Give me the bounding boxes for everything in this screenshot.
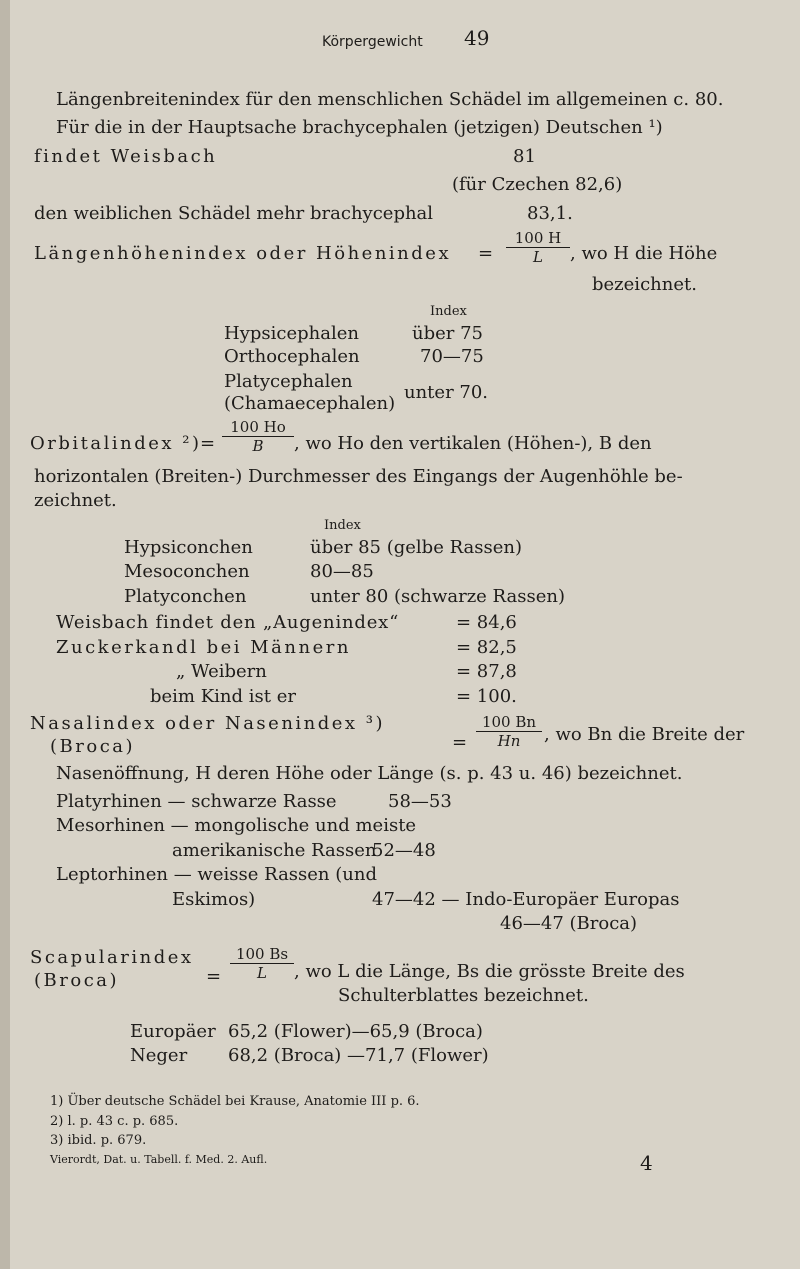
finding-value: = 82,5 — [456, 637, 517, 658]
index-value: unter 80 (schwarze Rassen) — [310, 586, 565, 607]
signature-mark: 4 — [640, 1151, 653, 1175]
index-name: Platyrhinen — schwarze Rasse — [56, 791, 337, 812]
text-line: horizontalen (Breiten-) Durchmesser des Eingangs der Augenhöhle be- — [34, 466, 683, 487]
equals-sign: = — [206, 966, 222, 987]
finding-text: „ Weibern — [176, 661, 267, 682]
text-line: Längenbreitenindex für den menschlichen Schädel im allgemeinen c. 80. — [56, 89, 724, 110]
imprint: Vierordt, Dat. u. Tabell. f. Med. 2. Aufl. — [50, 1153, 268, 1166]
formula-label: Nasalindex oder Nasenindex ³) — [30, 713, 386, 734]
formula-label: (Broca) — [50, 736, 136, 757]
text-line: bezeichnet. — [592, 274, 697, 295]
index-name: Leptorhinen — weisse Rassen (und — [56, 864, 377, 885]
footnote: 1) Über deutsche Schädel bei Krause, Anatomie III p. 6. — [50, 1094, 420, 1109]
fraction — [230, 945, 294, 982]
equals-sign: = — [478, 243, 494, 264]
text-line: Nasenöffnung, H deren Höhe oder Länge (s. p. 43 u. 46) bezeichnet. — [56, 763, 683, 784]
running-header: Körpergewicht — [322, 34, 423, 50]
index-name: Platyconchen — [124, 586, 247, 607]
fraction-numerator: 100 Bs — [230, 945, 294, 964]
index-value: über 75 — [412, 323, 483, 344]
index-name: (Chamaecephalen) — [224, 393, 396, 414]
index-value: 58—53 — [388, 791, 452, 812]
index-name: amerikanische Rassen — [172, 840, 377, 861]
index-name: Europäer — [130, 1021, 216, 1042]
formula-label: (Broca) — [34, 970, 120, 991]
finding-text: Weisbach findet den „Augenindex“ — [56, 612, 400, 633]
finding-value: = 84,6 — [456, 612, 517, 633]
index-value: unter 70. — [404, 382, 489, 403]
index-value: 52—48 — [372, 840, 436, 861]
index-value: 46—47 (Broca) — [500, 913, 638, 934]
index-value: 65,2 (Flower)—65,9 (Broca) — [228, 1021, 483, 1042]
index-name: Mesorhinen — mongolische und meiste — [56, 815, 417, 836]
text-line: , wo H die Höhe — [570, 243, 718, 264]
index-heading: Index — [324, 518, 361, 533]
text-line: den weiblichen Schädel mehr brachycephal — [34, 203, 434, 224]
fraction — [506, 229, 570, 266]
text-line: , wo Bn die Breite der — [544, 724, 745, 745]
value: 83,1. — [527, 203, 573, 224]
finding-text: Zuckerkandl bei Männern — [56, 637, 351, 658]
index-name: Hypsiconchen — [124, 537, 253, 558]
footnote: 3) ibid. p. 679. — [50, 1133, 147, 1148]
index-value: über 85 (gelbe Rassen) — [310, 537, 523, 558]
text-line: , wo L die Länge, Bs die grösste Breite des — [294, 961, 685, 982]
fraction — [476, 713, 542, 750]
finding-value: = 100. — [456, 686, 517, 707]
value: 81 — [513, 146, 536, 167]
index-heading: Index — [430, 304, 467, 319]
fraction — [222, 418, 294, 455]
text-line: (für Czechen 82,6) — [452, 174, 623, 195]
text-line: zeichnet. — [34, 490, 117, 511]
finding-value: = 87,8 — [456, 661, 517, 682]
footnote: 2) l. p. 43 c. p. 685. — [50, 1114, 179, 1129]
formula-label: Scapularindex — [30, 947, 194, 968]
page-number: 49 — [464, 26, 490, 50]
text-line: Für die in der Hauptsache brachycephalen (jetzigen) Deutschen ¹) — [56, 117, 663, 138]
finding-text: beim Kind ist er — [150, 686, 296, 707]
text-line: findet Weisbach — [34, 146, 218, 167]
fraction-numerator: 100 Bn — [476, 713, 542, 732]
index-value: 68,2 (Broca) —71,7 (Flower) — [228, 1045, 489, 1066]
fraction-denominator: L — [257, 964, 267, 982]
fraction-denominator: L — [533, 248, 543, 266]
index-name: Platycephalen — [224, 371, 353, 392]
equals-sign: = — [200, 433, 216, 454]
index-value: 47—42 — Indo-Europäer Europas — [372, 889, 680, 910]
index-name: Orthocephalen — [224, 346, 360, 367]
formula-label: Längenhöhenindex oder Höhenindex — [34, 243, 452, 264]
fraction-numerator: 100 H — [506, 229, 570, 248]
page-edge-left — [0, 0, 10, 1269]
index-value: 70—75 — [420, 346, 484, 367]
fraction-denominator: B — [252, 437, 264, 455]
index-value: 80—85 — [310, 561, 374, 582]
formula-label: Orbitalindex ²) — [30, 433, 202, 454]
equals-sign: = — [452, 732, 468, 753]
index-name: Eskimos) — [172, 889, 256, 910]
text-line: Schulterblattes bezeichnet. — [338, 985, 589, 1006]
index-name: Neger — [130, 1045, 188, 1066]
fraction-numerator: 100 Ho — [222, 418, 294, 437]
index-name: Mesoconchen — [124, 561, 250, 582]
text-line: , wo Ho den vertikalen (Höhen-), B den — [294, 433, 652, 454]
fraction-denominator: Hn — [497, 732, 521, 750]
index-name: Hypsicephalen — [224, 323, 359, 344]
